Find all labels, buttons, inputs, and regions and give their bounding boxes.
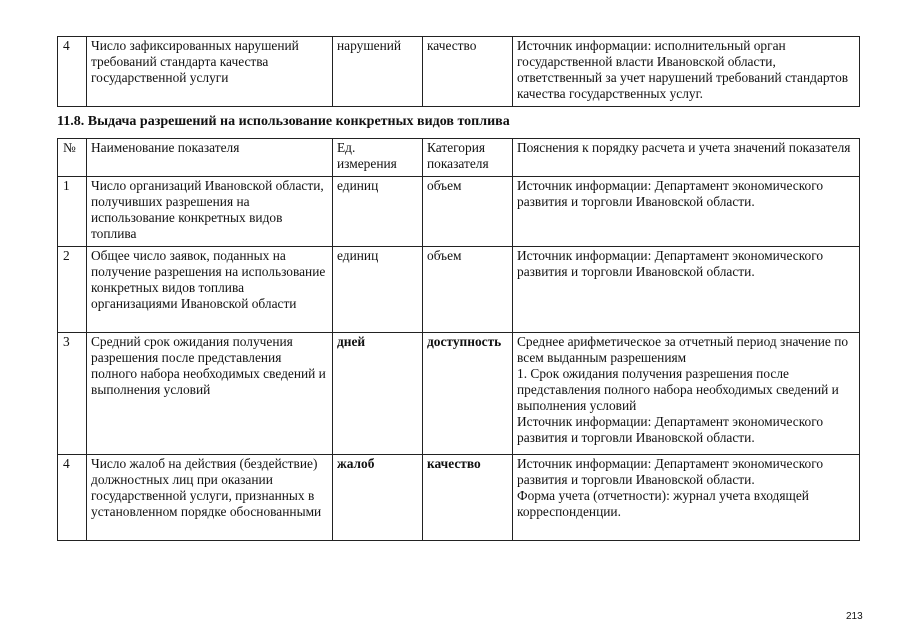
section-heading: 11.8. Выдача разрешений на использование конкретных видов топлива xyxy=(57,114,510,129)
explanation-line: Источник информации: Департамент экономического развития и торговли Ивановской области. xyxy=(517,456,824,487)
indicator-unit: единиц xyxy=(333,177,423,247)
indicator-explanation xyxy=(513,333,860,455)
indicator-category: объем xyxy=(423,247,513,333)
explanation-line: Среднее арифметическое за отчетный период значение по всем выданным разрешениям xyxy=(517,334,849,365)
row-number: 2 xyxy=(58,247,87,333)
explanation-line: Форма учета (отчетности): журнал учета входящей корреспонденции. xyxy=(517,488,809,519)
indicator-explanation: Источник информации: Департамент экономического развития и торговли Ивановской области. xyxy=(513,247,860,333)
table-row xyxy=(58,247,860,333)
header-name: Наименование показателя xyxy=(87,139,333,177)
indicator-unit: единиц xyxy=(333,247,423,333)
top-table xyxy=(57,36,860,107)
explanation-line: Источник информации: Департамент экономического развития и торговли Ивановской области. xyxy=(517,414,824,445)
indicator-name: Число организаций Ивановской области, получивших разрешения на использование конкретных видов топлива xyxy=(87,177,333,247)
indicator-name: Число жалоб на действия (бездействие) должностных лиц при оказании государственной услуги, признанных в установленном порядке обоснованными xyxy=(87,455,333,541)
row-number: 4 xyxy=(58,455,87,541)
explanation-line: 1. Срок ожидания получения разрешения после представления полного набора необходимых сведений и выполнения условий xyxy=(517,366,839,413)
indicator-category: качество xyxy=(423,455,513,541)
indicator-category: объем xyxy=(423,177,513,247)
table-row xyxy=(58,37,860,107)
indicator-name: Общее число заявок, поданных на получение разрешения на использование конкретных видов топлива организациями Ивановской области xyxy=(87,247,333,333)
header-category: Категория показателя xyxy=(423,139,513,177)
indicator-explanation xyxy=(513,455,860,541)
row-number: 4 xyxy=(58,37,87,107)
indicators-table xyxy=(57,138,860,541)
header-explanation: Пояснения к порядку расчета и учета значений показателя xyxy=(513,139,860,177)
indicator-explanation: Источник информации: Департамент экономического развития и торговли Ивановской области. xyxy=(513,177,860,247)
indicator-name: Средний срок ожидания получения разрешения после представления полного набора необходимых сведений и выполнения условий xyxy=(87,333,333,455)
indicator-category: качество xyxy=(423,37,513,107)
indicator-explanation: Источник информации: исполнительный орган государственной власти Ивановской области, ответственный за учет нарушений требований стандартов качества государственных услуг. xyxy=(513,37,860,107)
page-number: 213 xyxy=(846,611,863,622)
table-row xyxy=(58,455,860,541)
table-row xyxy=(58,333,860,455)
indicator-name: Число зафиксированных нарушений требований стандарта качества государственной услуги xyxy=(87,37,333,107)
row-number: 3 xyxy=(58,333,87,455)
indicator-unit: дней xyxy=(333,333,423,455)
table-row xyxy=(58,177,860,247)
indicator-category: доступность xyxy=(423,333,513,455)
indicator-unit: нарушений xyxy=(333,37,423,107)
header-number: № xyxy=(58,139,87,177)
header-unit: Ед. измерения xyxy=(333,139,423,177)
table-header-row xyxy=(58,139,860,177)
indicator-unit: жалоб xyxy=(333,455,423,541)
row-number: 1 xyxy=(58,177,87,247)
